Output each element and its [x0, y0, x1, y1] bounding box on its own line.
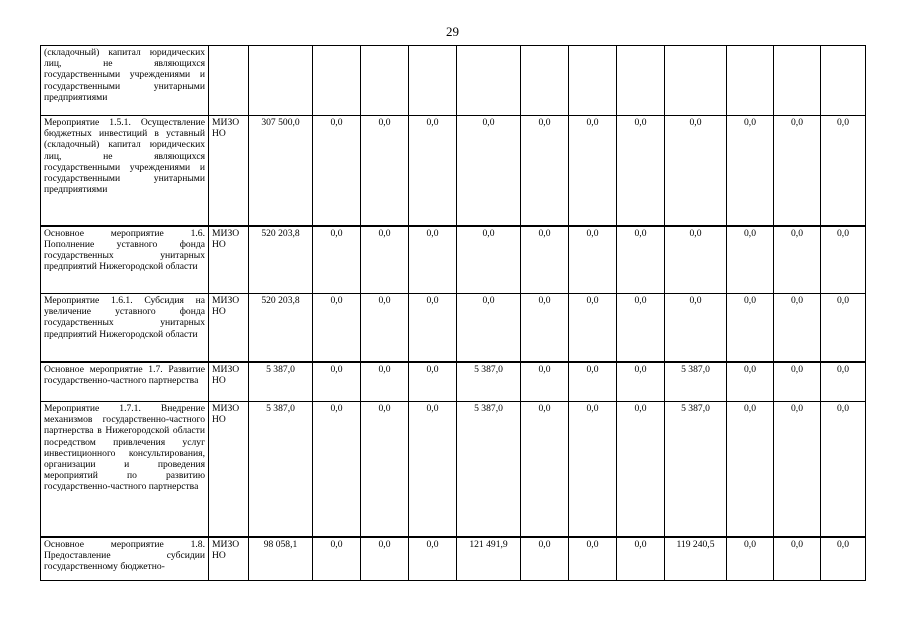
- value-cell: 0,0: [361, 537, 409, 581]
- value-cell: 0,0: [774, 362, 821, 402]
- table-row: [41, 294, 866, 362]
- value-cell: [727, 46, 774, 116]
- value-cell: 0,0: [521, 402, 569, 537]
- value-cell: 0,0: [617, 226, 665, 294]
- value-cell: 0,0: [409, 537, 457, 581]
- value-cell: 520 203,8: [249, 226, 313, 294]
- value-cell: 0,0: [361, 402, 409, 537]
- activity-name-cell: Основное мероприятие 1.8. Предоставление субсидии государственному бюджетно-: [41, 537, 209, 581]
- value-cell: [521, 46, 569, 116]
- activity-name-cell: Мероприятие 1.6.1. Субсидия на увеличение уставного фонда государственных унитарных предприятий Нижегородской области: [41, 294, 209, 362]
- value-cell: 0,0: [821, 402, 866, 537]
- value-cell: [313, 46, 361, 116]
- value-cell: 307 500,0: [249, 116, 313, 226]
- responsible-cell: МИЗО НО: [209, 402, 249, 537]
- activity-name-cell: Основное мероприятие 1.7. Развитие государственно-частного партнерства: [41, 362, 209, 402]
- value-cell: 520 203,8: [249, 294, 313, 362]
- table-row: [41, 537, 866, 581]
- value-cell: [569, 46, 617, 116]
- value-cell: 0,0: [665, 294, 727, 362]
- responsible-cell: МИЗО НО: [209, 226, 249, 294]
- value-cell: 0,0: [727, 116, 774, 226]
- value-cell: 0,0: [313, 294, 361, 362]
- value-cell: 0,0: [409, 402, 457, 537]
- value-cell: 5 387,0: [457, 362, 521, 402]
- value-cell: 0,0: [821, 362, 866, 402]
- value-cell: 0,0: [617, 402, 665, 537]
- value-cell: [821, 46, 866, 116]
- value-cell: 5 387,0: [249, 402, 313, 537]
- value-cell: 0,0: [361, 362, 409, 402]
- page-number: 29: [446, 24, 459, 39]
- value-cell: 0,0: [361, 226, 409, 294]
- value-cell: 0,0: [727, 537, 774, 581]
- table-row: [41, 226, 866, 294]
- value-cell: 0,0: [409, 294, 457, 362]
- value-cell: 0,0: [313, 537, 361, 581]
- value-cell: 0,0: [774, 116, 821, 226]
- value-cell: 0,0: [617, 116, 665, 226]
- value-cell: 5 387,0: [665, 402, 727, 537]
- responsible-cell: МИЗО НО: [209, 537, 249, 581]
- budget-table: [40, 45, 866, 581]
- value-cell: 0,0: [313, 402, 361, 537]
- value-cell: 0,0: [313, 116, 361, 226]
- responsible-cell: МИЗО НО: [209, 116, 249, 226]
- value-cell: 0,0: [774, 537, 821, 581]
- value-cell: 0,0: [727, 402, 774, 537]
- value-cell: 0,0: [569, 294, 617, 362]
- value-cell: 0,0: [457, 116, 521, 226]
- table-row: [41, 116, 866, 226]
- activity-name-cell: Основное мероприятие 1.6. Пополнение уставного фонда государственных унитарных предприятий Нижегородской области: [41, 226, 209, 294]
- value-cell: [361, 46, 409, 116]
- value-cell: 0,0: [457, 226, 521, 294]
- responsible-cell: МИЗО НО: [209, 362, 249, 402]
- value-cell: 0,0: [521, 116, 569, 226]
- value-cell: 0,0: [569, 362, 617, 402]
- table-row: [41, 402, 866, 537]
- value-cell: 0,0: [617, 537, 665, 581]
- value-cell: 5 387,0: [249, 362, 313, 402]
- value-cell: 0,0: [409, 226, 457, 294]
- value-cell: 0,0: [521, 294, 569, 362]
- responsible-cell: МИЗО НО: [209, 294, 249, 362]
- value-cell: 98 058,1: [249, 537, 313, 581]
- value-cell: 5 387,0: [665, 362, 727, 402]
- value-cell: 0,0: [821, 226, 866, 294]
- value-cell: [457, 46, 521, 116]
- value-cell: 0,0: [569, 116, 617, 226]
- value-cell: [774, 46, 821, 116]
- value-cell: [617, 46, 665, 116]
- value-cell: [249, 46, 313, 116]
- value-cell: 0,0: [313, 226, 361, 294]
- value-cell: 0,0: [727, 226, 774, 294]
- value-cell: 0,0: [409, 362, 457, 402]
- activity-name-cell: Мероприятие 1.5.1. Осуществление бюджетных инвестиций в уставный (складочный) капитал юридических лиц, не являющихся государственными учреждениями и государственными унитарными предприятиями: [41, 116, 209, 226]
- value-cell: [665, 46, 727, 116]
- value-cell: 0,0: [821, 537, 866, 581]
- value-cell: 0,0: [774, 402, 821, 537]
- value-cell: 0,0: [727, 294, 774, 362]
- value-cell: 0,0: [617, 362, 665, 402]
- value-cell: 0,0: [521, 537, 569, 581]
- value-cell: 0,0: [821, 116, 866, 226]
- value-cell: 0,0: [774, 294, 821, 362]
- value-cell: 119 240,5: [665, 537, 727, 581]
- value-cell: 0,0: [313, 362, 361, 402]
- value-cell: 0,0: [361, 294, 409, 362]
- value-cell: 0,0: [361, 116, 409, 226]
- activity-name-cell: (складочный) капитал юридических лиц, не являющихся государственными учреждениями и государственными унитарными предприятиями: [41, 46, 209, 116]
- value-cell: 121 491,9: [457, 537, 521, 581]
- value-cell: 0,0: [617, 294, 665, 362]
- value-cell: 0,0: [569, 402, 617, 537]
- value-cell: 0,0: [569, 226, 617, 294]
- value-cell: [409, 46, 457, 116]
- value-cell: 0,0: [521, 226, 569, 294]
- value-cell: 0,0: [457, 294, 521, 362]
- value-cell: 0,0: [409, 116, 457, 226]
- value-cell: 5 387,0: [457, 402, 521, 537]
- responsible-cell: [209, 46, 249, 116]
- value-cell: 0,0: [774, 226, 821, 294]
- value-cell: 0,0: [521, 362, 569, 402]
- value-cell: 0,0: [569, 537, 617, 581]
- table-row: [41, 362, 866, 402]
- table-row: [41, 46, 866, 116]
- value-cell: 0,0: [665, 226, 727, 294]
- activity-name-cell: Мероприятие 1.7.1. Внедрение механизмов государственно-частного партнерства в Нижегородской области посредством привлечения услуг инвестиционного консультирования, организации и проведения мероприятий по развитию государственно-частного партнерства: [41, 402, 209, 537]
- value-cell: 0,0: [727, 362, 774, 402]
- value-cell: 0,0: [665, 116, 727, 226]
- value-cell: 0,0: [821, 294, 866, 362]
